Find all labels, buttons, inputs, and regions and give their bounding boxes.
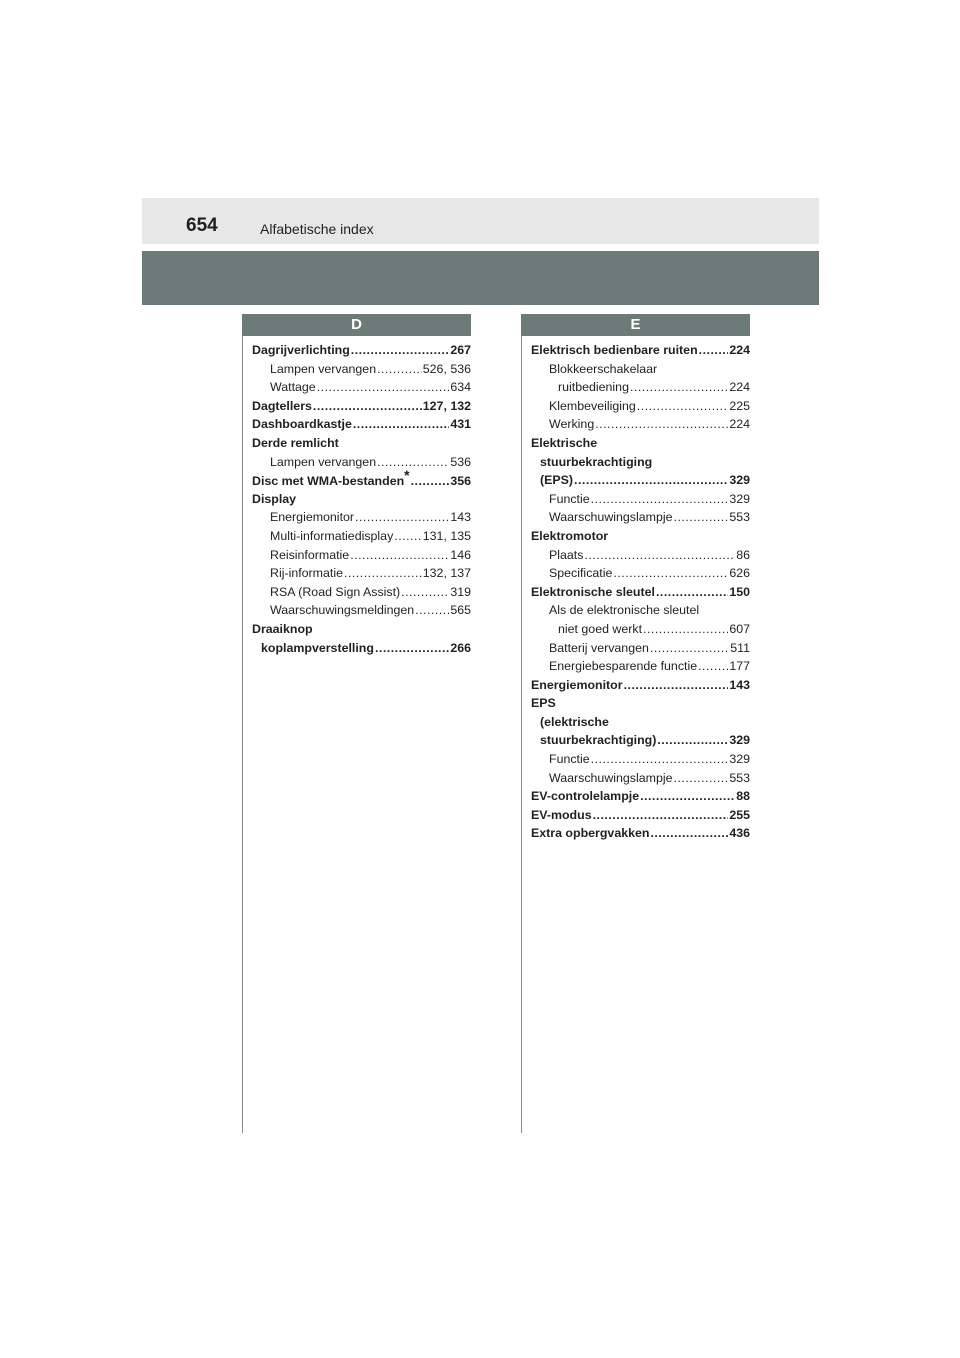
index-entry [521, 657, 750, 676]
index-entry-page: 177 [729, 659, 750, 674]
index-entry [521, 750, 750, 769]
letter-heading-e: E [521, 314, 750, 336]
leader-dots [657, 731, 728, 750]
index-entry-page: 536 [450, 454, 471, 469]
index-entry-label: niet goed werkt [558, 621, 643, 636]
index-entry [521, 378, 750, 397]
index-entry [242, 415, 471, 434]
leader-dots [401, 583, 449, 602]
index-entry-page: 266 [450, 640, 471, 655]
index-entry-page: 329 [729, 733, 750, 748]
leader-dots [674, 769, 729, 788]
index-entry-label: Extra opbergvakken [531, 826, 650, 841]
leader-dots [595, 415, 728, 434]
index-entry [242, 341, 471, 360]
index-entry-label: Elektrisch bedienbare ruiten [531, 343, 698, 357]
index-entries-e [521, 336, 750, 843]
index-entry-label: Wattage [270, 380, 316, 395]
index-entry-page: 329 [729, 491, 750, 506]
index-entry [521, 583, 750, 602]
index-entry-label: Energiemonitor [270, 510, 355, 525]
index-entry-label: Waarschuwingsmeldingen [270, 603, 415, 618]
index-entry [242, 639, 471, 658]
index-entry [521, 601, 750, 620]
leader-dots [353, 415, 449, 434]
index-entry-label: EV-controlelampje [531, 789, 640, 804]
leader-dots [699, 341, 729, 360]
index-entry-label: Multi-informatiedisplay [270, 528, 394, 543]
leader-dots [591, 490, 729, 509]
index-entry-page: 329 [729, 752, 750, 767]
index-entry-page: 553 [729, 770, 750, 785]
index-entry-label: Klembeveiliging [549, 398, 636, 413]
title-bar [142, 251, 819, 305]
index-entry [521, 434, 750, 453]
index-entry [521, 508, 750, 527]
index-entry [521, 341, 750, 360]
index-entry-label: Waarschuwingslampje [549, 510, 673, 525]
leader-dots [591, 750, 729, 769]
index-entry [242, 620, 471, 639]
index-entry [242, 527, 471, 546]
index-entry [521, 490, 750, 509]
index-entry-label: Rij-informatie [270, 566, 343, 581]
index-entry [521, 360, 750, 379]
index-entry [521, 564, 750, 583]
index-entry [521, 787, 750, 806]
index-entry-label: (elektrische [540, 714, 609, 729]
index-entry-label: Dashboardkastje [252, 417, 352, 432]
index-entry-page: 143 [729, 677, 750, 692]
leader-dots [313, 397, 422, 416]
leader-dots [377, 360, 422, 379]
leader-dots [637, 397, 729, 416]
leader-dots [317, 378, 450, 397]
index-entries-d [242, 336, 471, 657]
index-entry-label: Waarschuwingslampje [549, 770, 673, 785]
index-entry-label: Functie [549, 752, 590, 767]
index-entry-page: 526, 536 [422, 361, 471, 376]
index-column-e [521, 314, 750, 843]
index-entry-label: EPS [531, 696, 556, 711]
footnote-marker: * [404, 467, 410, 484]
index-entry [242, 546, 471, 565]
index-entry [521, 694, 750, 713]
leader-dots [377, 453, 449, 472]
index-entry [521, 471, 750, 490]
index-entry-page: 511 [730, 640, 750, 655]
index-entry [521, 527, 750, 546]
leader-dots [394, 527, 422, 546]
leader-dots [584, 546, 735, 565]
index-entry-label: RSA (Road Sign Assist) [270, 584, 401, 599]
index-entry-label: Blokkeerschakelaar [549, 361, 658, 376]
index-entry-page: 86 [736, 547, 750, 562]
index-entry [242, 360, 471, 379]
index-entry-page: 553 [729, 510, 750, 525]
index-entry [521, 546, 750, 565]
leader-dots [355, 508, 449, 527]
index-entry-label: Energiemonitor [531, 677, 623, 692]
leader-dots [674, 508, 729, 527]
index-entry [242, 583, 471, 602]
index-entry-label: Batterij vervangen [549, 640, 649, 655]
index-entry [242, 453, 471, 472]
index-entry-page: 150 [729, 584, 750, 599]
index-entry-label: Plaats [549, 547, 584, 562]
index-entry-label: Disc met WMA-bestanden [252, 474, 405, 489]
index-entry [521, 639, 750, 658]
index-entry-label: Dagrijverlichting [252, 343, 350, 357]
index-entry-label: EV-modus [531, 807, 592, 822]
index-entry [521, 415, 750, 434]
leader-dots [656, 583, 728, 602]
index-entry-page: 224 [729, 380, 750, 395]
index-entry-label: Lampen vervangen [270, 454, 377, 469]
index-entry [521, 731, 750, 750]
index-entry-page: 565 [450, 603, 471, 618]
index-entry-label: Display [252, 491, 297, 506]
index-entry-label: Derde remlicht [252, 435, 339, 450]
index-entry-label: Als de elektronische sleutel [549, 603, 700, 618]
leader-dots [624, 676, 729, 695]
column-rule [242, 336, 243, 1133]
index-entry-page: 431 [450, 417, 471, 432]
index-entry [242, 490, 471, 509]
index-entry [242, 434, 471, 453]
column-rule [521, 336, 522, 1133]
leader-dots [593, 806, 729, 825]
index-entry [242, 467, 471, 490]
index-entry-label: Elektronische sleutel [531, 584, 655, 599]
page-title: Alfabetische index [260, 221, 374, 237]
index-entry [521, 713, 750, 732]
index-entry-page: 132, 137 [422, 566, 471, 581]
leader-dots [698, 657, 728, 676]
index-entry-label: Reisinformatie [270, 547, 350, 562]
leader-dots [375, 639, 449, 658]
index-entry-label: Dagtellers [252, 398, 312, 413]
index-entry-page: 356 [450, 474, 471, 489]
index-entry-label: Specificatie [549, 566, 613, 581]
index-entry-page: 127, 132 [422, 398, 471, 413]
index-entry-label: Functie [549, 491, 590, 506]
index-entry [521, 676, 750, 695]
leader-dots [574, 471, 728, 490]
index-entry-page: 225 [729, 398, 750, 413]
index-entry-page: 267 [450, 343, 471, 357]
index-entry-label: ruitbediening [558, 380, 629, 395]
index-entry-page: 224 [729, 343, 750, 357]
index-entry-page: 319 [450, 584, 471, 599]
leader-dots [643, 620, 728, 639]
leader-dots [650, 639, 729, 658]
index-entry-label: Elektromotor [531, 528, 609, 543]
index-entry-page: 436 [729, 826, 750, 841]
index-entry-page: 329 [729, 473, 750, 488]
index-column-d [242, 314, 471, 657]
index-entry-label: Draaiknop [252, 621, 313, 636]
leader-dots [630, 378, 728, 397]
index-entry-label: (EPS) [540, 473, 574, 488]
leader-dots [650, 824, 728, 843]
index-entry-page: 131, 135 [422, 528, 471, 543]
index-entry-label: Elektrische [531, 435, 598, 450]
index-entry-page: 255 [729, 807, 750, 822]
index-entry [242, 601, 471, 620]
leader-dots [351, 341, 450, 360]
index-entry-label: koplampverstelling [261, 640, 374, 655]
header-band [142, 198, 819, 244]
letter-heading-d: D [242, 314, 471, 336]
index-entry-label: Energiebesparende functie [549, 659, 698, 674]
index-entry [242, 564, 471, 583]
leader-dots [640, 787, 735, 806]
index-entry-page: 143 [450, 510, 471, 525]
leader-dots [613, 564, 728, 583]
index-entry-page: 224 [729, 417, 750, 432]
index-entry [242, 378, 471, 397]
index-entry [521, 769, 750, 788]
index-entry [521, 620, 750, 639]
index-entry-label: stuurbekrachtiging) [540, 733, 657, 748]
index-entry-label: Werking [549, 417, 595, 432]
index-entry [521, 824, 750, 843]
index-entry [242, 397, 471, 416]
index-entry-page: 626 [729, 566, 750, 581]
index-entry [521, 397, 750, 416]
index-entry-page: 88 [736, 789, 750, 804]
index-entry [521, 806, 750, 825]
index-entry-label: stuurbekrachtiging [540, 454, 653, 469]
page-number: 654 [186, 215, 218, 236]
leader-dots [411, 472, 450, 491]
index-entry-page: 634 [450, 380, 471, 395]
leader-dots [344, 564, 422, 583]
leader-dots [350, 546, 449, 565]
index-entry-page: 607 [729, 621, 750, 636]
index-entry [521, 453, 750, 472]
leader-dots [415, 601, 449, 620]
index-entry [242, 508, 471, 527]
index-entry-label: Lampen vervangen [270, 361, 377, 376]
index-entry-page: 146 [450, 547, 471, 562]
